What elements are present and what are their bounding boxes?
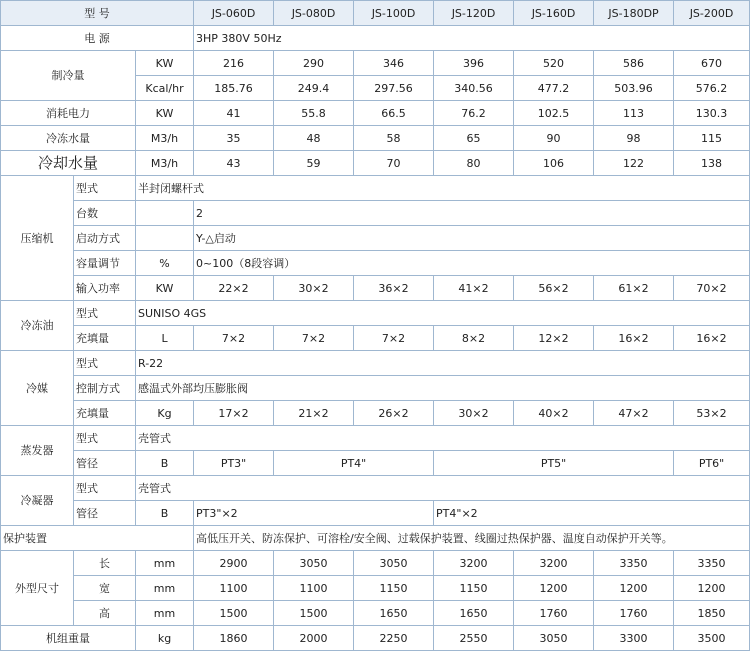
value-cell: 7×2 — [194, 326, 274, 351]
compressor-count-row — [1, 201, 750, 226]
evaporator-label: 蒸发器 — [1, 426, 74, 476]
value-cell: 40×2 — [514, 401, 594, 426]
consumption-row — [1, 101, 750, 126]
power-row — [1, 26, 750, 51]
sub-label: 管径 — [74, 501, 136, 526]
unit-cell: B — [136, 501, 194, 526]
value-cell: 477.2 — [514, 76, 594, 101]
value-cell: 1760 — [594, 601, 674, 626]
value-cell: 1500 — [274, 601, 354, 626]
value-cell: 17×2 — [194, 401, 274, 426]
value-cell: 41×2 — [434, 276, 514, 301]
value-cell: 102.5 — [514, 101, 594, 126]
compressor-input-row — [1, 276, 750, 301]
value-cell: 1850 — [674, 601, 750, 626]
value-cell: 1860 — [194, 626, 274, 651]
model-cell: JS-180DP — [594, 1, 674, 26]
sub-label: 充填量 — [74, 326, 136, 351]
value-cell: 1100 — [194, 576, 274, 601]
value-cell: 61×2 — [594, 276, 674, 301]
refrigerant-control-row — [1, 376, 750, 401]
value-cell: 106 — [514, 151, 594, 176]
compressor-start-value: Y-△启动 — [194, 226, 750, 251]
value-cell: 7×2 — [274, 326, 354, 351]
value-cell: 1150 — [354, 576, 434, 601]
value-cell: 36×2 — [354, 276, 434, 301]
value-cell: 56×2 — [514, 276, 594, 301]
value-cell: 26×2 — [354, 401, 434, 426]
condenser-type-value: 壳管式 — [136, 476, 750, 501]
value-cell: 1200 — [674, 576, 750, 601]
value-cell: 576.2 — [674, 76, 750, 101]
value-cell: 216 — [194, 51, 274, 76]
value-cell: 586 — [594, 51, 674, 76]
value-cell: 7×2 — [354, 326, 434, 351]
dim-width-row — [1, 576, 750, 601]
weight-label: 机组重量 — [1, 626, 136, 651]
unit-cell: Kcal/hr — [136, 76, 194, 101]
value-cell: 3300 — [594, 626, 674, 651]
model-cell: JS-200D — [674, 1, 750, 26]
model-cell: JS-160D — [514, 1, 594, 26]
value-cell: 3200 — [514, 551, 594, 576]
value-cell: 2550 — [434, 626, 514, 651]
value-cell: 3500 — [674, 626, 750, 651]
value-cell: 2000 — [274, 626, 354, 651]
value-cell: PT3" — [194, 451, 274, 476]
value-cell: 1200 — [514, 576, 594, 601]
value-cell: 2900 — [194, 551, 274, 576]
value-cell: PT3"×2 — [194, 501, 434, 526]
compressor-capacity-row — [1, 251, 750, 276]
unit-cell: B — [136, 451, 194, 476]
compressor-type-row — [1, 176, 750, 201]
oil-type-row — [1, 301, 750, 326]
model-cell: JS-120D — [434, 1, 514, 26]
refrigerant-label: 冷媒 — [1, 351, 74, 426]
value-cell: 396 — [434, 51, 514, 76]
sub-label: 型式 — [74, 476, 136, 501]
sub-label: 型式 — [74, 301, 136, 326]
value-cell: 55.8 — [274, 101, 354, 126]
value-cell: 122 — [594, 151, 674, 176]
compressor-label: 压缩机 — [1, 176, 74, 301]
unit-cell: L — [136, 326, 194, 351]
dim-length-row — [1, 551, 750, 576]
value-cell: PT4" — [274, 451, 434, 476]
value-cell: 297.56 — [354, 76, 434, 101]
cooling-label: 制冷量 — [1, 51, 136, 101]
unit-cell: kg — [136, 626, 194, 651]
sub-label: 启动方式 — [74, 226, 136, 251]
value-cell: 340.56 — [434, 76, 514, 101]
value-cell: 290 — [274, 51, 354, 76]
sub-label: 型式 — [74, 351, 136, 376]
sub-label: 台数 — [74, 201, 136, 226]
unit-cell — [136, 226, 194, 251]
protection-label: 保护装置 — [1, 526, 194, 551]
power-value: 3HP 380V 50Hz — [194, 26, 750, 51]
value-cell: 30×2 — [434, 401, 514, 426]
protection-value: 高低压开关、防冻保护、可溶栓/安全阀、过载保护装置、线圈过热保护器、温度自动保护开关等。 — [194, 526, 750, 551]
sub-label: 管径 — [74, 451, 136, 476]
value-cell: 130.3 — [674, 101, 750, 126]
value-cell: 185.76 — [194, 76, 274, 101]
unit-cell: M3/h — [136, 151, 194, 176]
value-cell: 1100 — [274, 576, 354, 601]
value-cell: 346 — [354, 51, 434, 76]
value-cell: 138 — [674, 151, 750, 176]
value-cell: 3350 — [594, 551, 674, 576]
unit-cell: KW — [136, 276, 194, 301]
model-cell: JS-060D — [194, 1, 274, 26]
refrigerant-type-value: R-22 — [136, 351, 750, 376]
unit-cell: KW — [136, 101, 194, 126]
unit-cell: M3/h — [136, 126, 194, 151]
value-cell: 47×2 — [594, 401, 674, 426]
oil-charge-row — [1, 326, 750, 351]
sub-label: 宽 — [74, 576, 136, 601]
value-cell: 48 — [274, 126, 354, 151]
compressor-capacity-value: 0~100（8段容调） — [194, 251, 750, 276]
cooling-water-row — [1, 151, 750, 176]
value-cell: 1650 — [434, 601, 514, 626]
cooling-kw-row — [1, 51, 750, 76]
condenser-pipe-row — [1, 501, 750, 526]
weight-row — [1, 626, 750, 651]
value-cell: 503.96 — [594, 76, 674, 101]
sub-label: 长 — [74, 551, 136, 576]
refrigerant-charge-row — [1, 401, 750, 426]
sub-label: 型式 — [74, 426, 136, 451]
value-cell: 70 — [354, 151, 434, 176]
value-cell: 1760 — [514, 601, 594, 626]
value-cell: 1150 — [434, 576, 514, 601]
evaporator-type-row — [1, 426, 750, 451]
dim-height-row — [1, 601, 750, 626]
value-cell: 16×2 — [674, 326, 750, 351]
value-cell: 1200 — [594, 576, 674, 601]
sub-label: 充填量 — [74, 401, 136, 426]
power-label: 电 源 — [1, 26, 194, 51]
consumption-label: 消耗电力 — [1, 101, 136, 126]
compressor-count-value: 2 — [194, 201, 750, 226]
unit-cell: % — [136, 251, 194, 276]
value-cell: 70×2 — [674, 276, 750, 301]
value-cell: 2250 — [354, 626, 434, 651]
value-cell: 30×2 — [274, 276, 354, 301]
value-cell: PT4"×2 — [434, 501, 750, 526]
model-label: 型 号 — [1, 1, 194, 26]
sub-label: 高 — [74, 601, 136, 626]
compressor-start-row — [1, 226, 750, 251]
condenser-label: 冷凝器 — [1, 476, 74, 526]
unit-cell: mm — [136, 601, 194, 626]
oil-type-value: SUNISO 4GS — [136, 301, 750, 326]
header-row — [1, 1, 750, 26]
evaporator-type-value: 壳管式 — [136, 426, 750, 451]
unit-cell: mm — [136, 576, 194, 601]
value-cell: 3050 — [354, 551, 434, 576]
refrigerant-type-row — [1, 351, 750, 376]
value-cell: 53×2 — [674, 401, 750, 426]
refrigerant-control-value: 感温式外部均压膨胀阀 — [136, 376, 750, 401]
value-cell: 58 — [354, 126, 434, 151]
condenser-type-row — [1, 476, 750, 501]
value-cell: 59 — [274, 151, 354, 176]
value-cell: 113 — [594, 101, 674, 126]
unit-cell — [136, 201, 194, 226]
evaporator-pipe-row — [1, 451, 750, 476]
chilled-water-row — [1, 126, 750, 151]
compressor-type-value: 半封闭螺杆式 — [136, 176, 750, 201]
unit-cell: mm — [136, 551, 194, 576]
value-cell: 3200 — [434, 551, 514, 576]
value-cell: 8×2 — [434, 326, 514, 351]
sub-label: 型式 — [74, 176, 136, 201]
unit-cell: Kg — [136, 401, 194, 426]
value-cell: 35 — [194, 126, 274, 151]
oil-label: 冷冻油 — [1, 301, 74, 351]
value-cell: 80 — [434, 151, 514, 176]
value-cell: 1650 — [354, 601, 434, 626]
sub-label: 输入功率 — [74, 276, 136, 301]
value-cell: 43 — [194, 151, 274, 176]
dimensions-label: 外型尺寸 — [1, 551, 74, 626]
value-cell: 21×2 — [274, 401, 354, 426]
sub-label: 容量调节 — [74, 251, 136, 276]
value-cell: 66.5 — [354, 101, 434, 126]
value-cell: PT6" — [674, 451, 750, 476]
value-cell: 670 — [674, 51, 750, 76]
value-cell: 22×2 — [194, 276, 274, 301]
value-cell: 76.2 — [434, 101, 514, 126]
value-cell: 16×2 — [594, 326, 674, 351]
value-cell: 1500 — [194, 601, 274, 626]
value-cell: 115 — [674, 126, 750, 151]
value-cell: 90 — [514, 126, 594, 151]
value-cell: 249.4 — [274, 76, 354, 101]
value-cell: 3350 — [674, 551, 750, 576]
protection-row — [1, 526, 750, 551]
value-cell: 65 — [434, 126, 514, 151]
value-cell: 3050 — [514, 626, 594, 651]
value-cell: PT5" — [434, 451, 674, 476]
value-cell: 520 — [514, 51, 594, 76]
cooling-water-label: 冷却水量 — [1, 151, 136, 176]
unit-cell: KW — [136, 51, 194, 76]
value-cell: 98 — [594, 126, 674, 151]
model-cell: JS-100D — [354, 1, 434, 26]
value-cell: 3050 — [274, 551, 354, 576]
value-cell: 41 — [194, 101, 274, 126]
model-cell: JS-080D — [274, 1, 354, 26]
sub-label: 控制方式 — [74, 376, 136, 401]
value-cell: 12×2 — [514, 326, 594, 351]
chilled-water-label: 冷冻水量 — [1, 126, 136, 151]
